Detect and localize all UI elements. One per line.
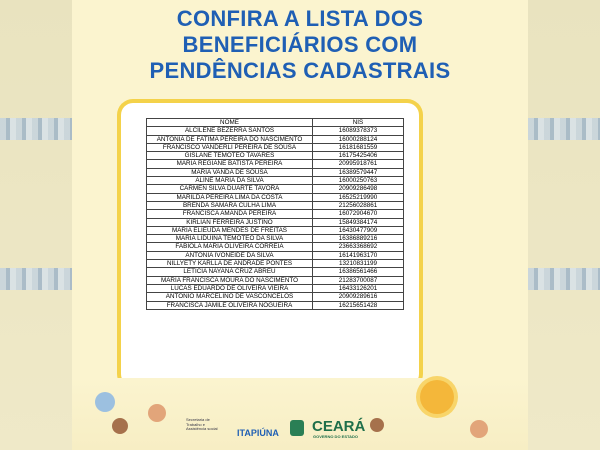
beneficiary-name: GISLANE TEMOTEO TAVARES [147, 152, 313, 160]
column-header-name: NOME [147, 119, 313, 127]
table-row [147, 135, 404, 143]
table-row [147, 160, 404, 168]
decorative-stripe [0, 118, 72, 140]
table-row [147, 301, 404, 309]
table-row [147, 177, 404, 185]
beneficiary-nis: 15849384174 [313, 218, 404, 226]
page-title [72, 6, 528, 84]
state-logo-subtitle: GOVERNO DO ESTADO [313, 434, 359, 439]
beneficiary-name: KIRLIAN FERREIRA JUSTINO [147, 218, 313, 226]
beneficiary-name: NILLYETY KARLLA DE ANDRADE PONTES [147, 260, 313, 268]
table-row [147, 218, 404, 226]
beneficiary-name: MARIA VANDA DE SOUSA [147, 168, 313, 176]
table-row [147, 235, 404, 243]
child-illustration [470, 420, 488, 438]
beneficiary-nis: 16141963170 [313, 251, 404, 259]
beneficiary-nis: 16386889216 [313, 235, 404, 243]
table-row [147, 243, 404, 251]
beneficiary-nis: 21256028861 [313, 201, 404, 209]
beneficiary-nis: 16389579447 [313, 168, 404, 176]
table-row [147, 210, 404, 218]
table-row [147, 260, 404, 268]
beneficiary-name: MARIA LIDUINA TEMOTEO DA SILVA [147, 235, 313, 243]
decorative-stripe [528, 118, 600, 140]
table-row [147, 268, 404, 276]
beneficiary-nis: 16215651428 [313, 301, 404, 309]
beneficiary-nis: 16386561466 [313, 268, 404, 276]
table-row [147, 168, 404, 176]
table-row [147, 127, 404, 135]
beneficiaries-table [146, 118, 404, 310]
beneficiary-nis: 16181681559 [313, 143, 404, 151]
child-illustration [148, 404, 166, 422]
beneficiary-name: FRANCISCO VANDERLI PEREIRA DE SOUSA [147, 143, 313, 151]
table-header-row [147, 119, 404, 127]
table-row [147, 185, 404, 193]
beneficiary-name: CARMEN SILVA DUARTE TAVORA [147, 185, 313, 193]
beneficiary-nis: 16175425406 [313, 152, 404, 160]
beneficiary-name: MARIA FRANCISCA MOURA DO NASCIMENTO [147, 276, 313, 284]
table-row [147, 226, 404, 234]
beneficiary-name: MARIA REGIANE BATISTA PEREIRA [147, 160, 313, 168]
beneficiary-name: LUCAS EDUARDO DE OLIVEIRA VIEIRA [147, 284, 313, 292]
beneficiary-nis: 16089378373 [313, 127, 404, 135]
beneficiary-name: LETICIA NAYANA CRUZ ABREU [147, 268, 313, 276]
table-row [147, 284, 404, 292]
beneficiary-name: MARIA ELIEUDA MENDES DE FREITAS [147, 226, 313, 234]
beneficiary-nis: 16525219990 [313, 193, 404, 201]
state-emblem-icon [290, 420, 304, 436]
table-row [147, 293, 404, 301]
decorative-stripe [0, 268, 72, 290]
table-row [147, 193, 404, 201]
beneficiary-name: MARILDA PEREIRA LIMA DA COSTA [147, 193, 313, 201]
beneficiary-name: ANTONIO MARCELINO DE VASCONCELOS [147, 293, 313, 301]
beneficiary-name: FRANCISCA JAMILE OLIVEIRA NOGUEIRA [147, 301, 313, 309]
state-logo: CEARÁ [312, 418, 366, 435]
title-line-3: PENDÊNCIAS CADASTRAIS [149, 58, 451, 83]
beneficiary-nis: 23663368692 [313, 243, 404, 251]
table-row [147, 201, 404, 209]
title-line-1: CONFIRA A LISTA DOS [176, 6, 424, 31]
table-row [147, 143, 404, 151]
beneficiary-nis: 16433126201 [313, 284, 404, 292]
title-line-2: BENEFICIÁRIOS COM [182, 32, 418, 57]
beneficiary-name: ANTONIA DE FATIMA PEREIRA DO NASCIMENTO [147, 135, 313, 143]
secretaria-logo-text: Secretaria de Trabalho e Assistência social [186, 417, 218, 431]
decorative-stripe [528, 268, 600, 290]
beneficiary-name: BRENDA SAMARA CULHA LIMA [147, 201, 313, 209]
beneficiary-nis: 13210831199 [313, 260, 404, 268]
beneficiary-name: FRANCISCA AMANDA PEREIRA [147, 210, 313, 218]
child-illustration [370, 418, 384, 432]
table-row [147, 251, 404, 259]
sun-illustration [420, 380, 454, 414]
beneficiary-name: ALCILENE BEZERRA SANTOS [147, 127, 313, 135]
column-header-nis: NIS [313, 119, 404, 127]
city-logo: ITAPIÚNA [237, 428, 279, 438]
beneficiary-nis: 20909289616 [313, 293, 404, 301]
beneficiary-nis: 16000250763 [313, 177, 404, 185]
illustration-ground [72, 378, 528, 450]
beneficiary-nis: 21283700087 [313, 276, 404, 284]
table-row [147, 152, 404, 160]
beneficiary-name: ANTONIA IVONEIDE DA SILVA [147, 251, 313, 259]
beneficiary-nis: 16072904670 [313, 210, 404, 218]
beneficiary-nis: 20995918761 [313, 160, 404, 168]
cloud-illustration [95, 392, 115, 412]
beneficiary-nis: 20909286498 [313, 185, 404, 193]
child-illustration [112, 418, 128, 434]
beneficiary-nis: 16430477909 [313, 226, 404, 234]
beneficiary-name: ALINE MARIA DA SILVA [147, 177, 313, 185]
beneficiary-nis: 16000288124 [313, 135, 404, 143]
table-row [147, 276, 404, 284]
beneficiary-name: FABIOLA MARIA OLIVEIRA CORREIA [147, 243, 313, 251]
